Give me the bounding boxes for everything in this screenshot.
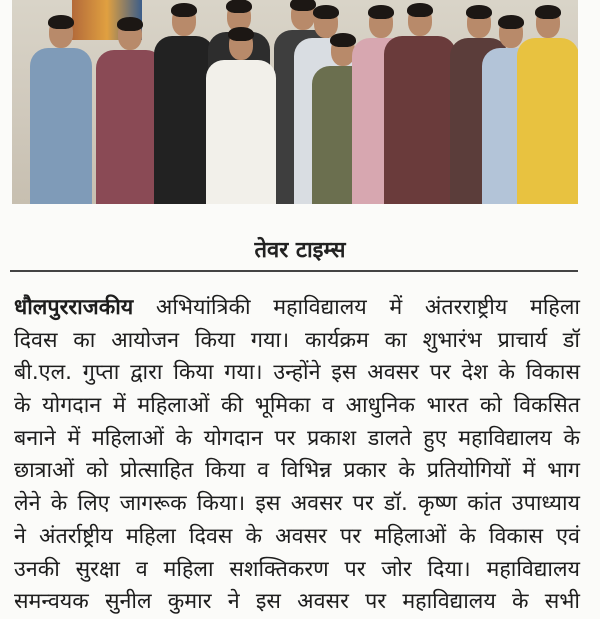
- article-line: उनकी सुरक्षा व महिला सशक्तिकरण पर जोर दिया। महाविद्यालय: [14, 556, 580, 582]
- article-line: बनाने में महिलाओं के योगदान पर प्रकाश डालते हुए महाविद्यालय के: [14, 425, 580, 451]
- person-figure: [154, 6, 214, 204]
- person-figure: [384, 6, 456, 204]
- article-line: के योगदान में महिलाओं की भूमिका व आधुनिक भारत को विकसित: [14, 393, 580, 419]
- person-figure: [206, 30, 276, 204]
- article-line: धौलपुरराजकीय अभियांत्रिकी महाविद्यालय में अंतरराष्ट्रीय महिला: [14, 295, 580, 320]
- article-line: दिवस का आयोजन किया गया। कार्यक्रम का शुभारंभ प्राचार्य डॉ: [14, 327, 580, 353]
- article-line: छात्राओं को प्रोत्साहित किया व विभिन्न प्रकार के प्रतियोगियों में भाग: [14, 458, 580, 484]
- newspaper-title: तेवर टाइम्स: [254, 238, 346, 263]
- person-figure: [30, 18, 92, 204]
- article-lead: धौलपुरराजकीय: [14, 295, 134, 320]
- group-photo: [12, 0, 578, 204]
- article-line: लेने के लिए जागरूक किया। इस अवसर पर डॉ. कृष्ण कांत उपाध्याय: [14, 491, 580, 517]
- person-figure: [517, 8, 578, 204]
- article-line: ने अंतर्राष्ट्रीय महिला दिवस के अवसर पर महिलाओं के विकास एवं: [14, 523, 580, 549]
- article-line: बी.एल. गुप्ता द्वारा किया गया। उन्होंने इस अवसर पर देश के विकास: [14, 360, 580, 386]
- article-body: [14, 292, 580, 619]
- article-line: समन्वयक सुनील कुमार ने इस अवसर पर महाविद्यालय के सभी: [14, 589, 580, 615]
- title-divider: [10, 270, 578, 272]
